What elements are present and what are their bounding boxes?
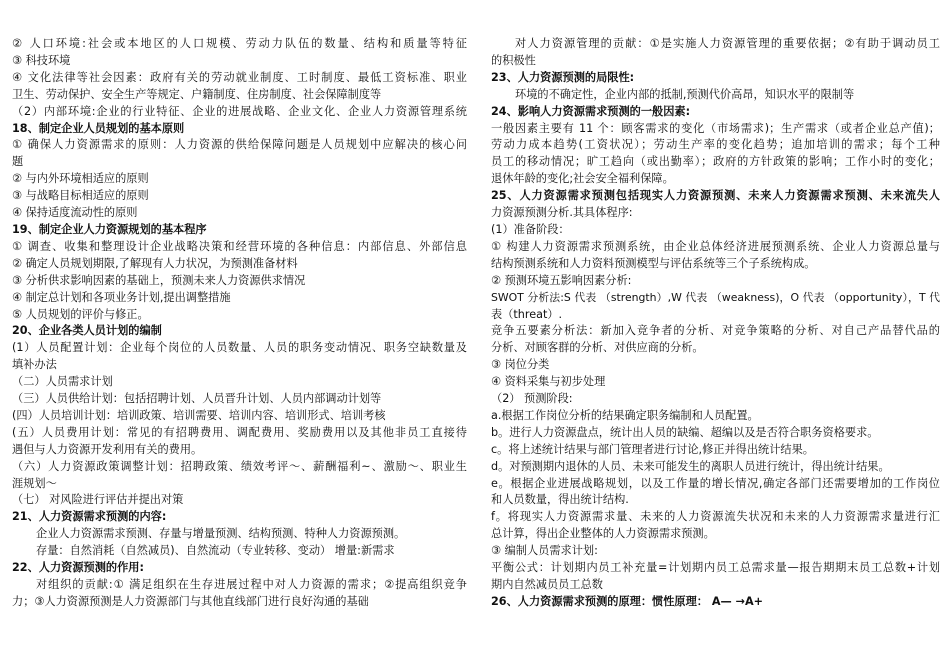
left-column	[12, 36, 477, 672]
left-column-text-line: 填补办法	[12, 358, 57, 372]
right-column-text-line: 结构预测系统和人力资料预测模型与评估系统等三个子系统构成。	[491, 256, 816, 270]
right-column-text-line: d。对预测期内退休的人员、未来可能发生的离职人员进行统计，得出统计结果。	[491, 459, 890, 473]
right-column-text-line: 环境的不确定性，企业内部的抵制,预测代价高昂，知识水平的限制等	[515, 87, 855, 101]
left-column-text-line: 题	[12, 155, 24, 169]
left-column-text-line: ① 确保人力资源需求的原则：人力资源的供给保障问题是人员规划中应解决的核心问	[12, 138, 467, 152]
right-column-text-line: 一般因素主要有 11 个：顾客需求的变化（市场需求)；生产需求（或者企业总产值)；	[491, 121, 940, 135]
right-column-text-line: 退休年龄的变化;社会安全福利保障。	[491, 172, 674, 186]
left-column-text-line: 卫生、劳动保护、安全生产等规定、户籍制度、住房制度、社会保障制度等	[12, 87, 382, 101]
right-column-text-line: 对人力资源管理的贡献：①是实施人力资源管理的重要依据；②有助于调动员工	[515, 37, 940, 50]
left-column-text-line: （二）人员需求计划	[12, 375, 113, 389]
left-column-text-line: ② 人口环境:社会或本地区的人口规模、劳动力队伍的数量、结构和质量等特征	[12, 37, 467, 50]
right-column-text-line: 力资源预测分析.其具体程序:	[491, 206, 633, 220]
right-column-text-line: 竞争五要素分析法：新加入竞争者的分析、对竞争策略的分析、对自己产品替代品的	[491, 324, 940, 338]
right-column-text-line: e。根据企业进展战略规划，以及工作量的增长情况,确定各部门还需要增加的工作岗位	[491, 476, 940, 490]
right-column-text-line: c。将上述统计结果与部门管理者进行讨论,修正并得出统计结果。	[491, 442, 814, 456]
right-column-text-line: ② 预测环境五影响因素分析:	[491, 273, 632, 287]
left-column-text-line: 18、制定企业人员规划的基本原则	[12, 121, 185, 135]
right-column-text-line: SWOT 分析法:S 代表 （strength）,W 代表 （weakness)，O 代表 （opportunity），T 代	[491, 290, 940, 304]
right-column-text-line: 和人员数量，得出统计结构.	[491, 493, 629, 507]
right-column-text-line: 表（threat）.	[491, 307, 563, 321]
right-column-text-line: 的积极性	[491, 53, 536, 67]
left-column-text-line: 22、人力资源预测的作用:	[12, 561, 144, 575]
left-column-text-line: ④ 保持适度流动性的原则	[12, 206, 138, 220]
left-column-text-line: (1）人员配置计划：企业每个岗位的人员数量、人员的职务变动情况、职务空缺数量及	[12, 341, 467, 355]
left-column-text-line: ② 与内外环境相适应的原则	[12, 172, 149, 186]
right-column-text-line: 分析、对顾客群的分析、对供应商的分析。	[491, 341, 704, 355]
right-column-text-line: 24、影响人力资源需求预测的一般因素:	[491, 104, 691, 118]
left-column-text-line: 力；③人力资源预测是人力资源部门与其他直线部门进行良好沟通的基础	[12, 594, 369, 608]
left-column-text-line: ④ 制定总计划和各项业务计划,提出调整措施	[12, 290, 231, 304]
right-column-text-line: （2） 预测阶段:	[491, 392, 573, 406]
right-column-text-line: 期内自然减员员工总数	[491, 578, 603, 591]
right-column-text-line: 员工的移动情况；旷工趋向（或出勤率）；政府的方针政策的影响；工作小时的变化；	[491, 155, 940, 169]
right-column-text-line: 平衡公式：计划期内员工补充量=计划期内员工总需求量—报告期期末员工总数+计划	[491, 561, 940, 575]
left-column-text-line: ② 确定人员规划期限,了解现有人力状况，为预测准备材料	[12, 256, 298, 270]
left-column-text-line: ③ 科技环境	[12, 53, 71, 67]
left-column-text-line: (四）人员培训计划：培训政策、培训需要、培训内容、培训形式、培训考核	[12, 408, 386, 422]
left-column-text-line: ④ 文化法律等社会因素：政府有关的劳动就业制度、工时制度、最低工资标准、职业	[12, 70, 467, 84]
left-column-text-line: 对组织的贡献:① 满足组织在生存进展过程中对人力资源的需求；②提高组织竞争	[36, 578, 467, 591]
right-column-text-line: 25、人力资源需求预测包括现实人力资源预测、未来人力资源需求预测、未来流失人	[491, 189, 940, 203]
left-column-text-line: 21、人力资源需求预测的内容:	[12, 510, 167, 524]
left-column-text-line: ③ 分析供求影响因素的基础上，预测未来人力资源供求情况	[12, 273, 306, 287]
left-column-text-line: 19、制定企业人力资源规划的基本程序	[12, 222, 207, 236]
left-column-text-line: ① 调查、收集和整理设计企业战略决策和经营环境的各种信息：内部信息、外部信息	[12, 239, 467, 253]
left-column-text-line: ③ 与战略目标相适应的原则	[12, 189, 149, 203]
right-column-text-line: 总计算，得出企业整体的人力资源需求预测。	[491, 527, 715, 541]
left-column-text-line: 企业人力资源需求预测、存量与增量预测、结构预测、特种人力资源预测。	[36, 527, 406, 541]
left-column-text-line: （六）人力资源政策调整计划：招聘政策、绩效考评～、薪酬福利~、激励～、职业生	[12, 459, 467, 473]
right-column-text-line: 26、人力资源需求预测的原理：惯性原理： A— →A+	[491, 594, 763, 608]
right-column-text-line: ③ 岗位分类	[491, 358, 550, 372]
left-column-text-line: 20、企业各类人员计划的编制	[12, 324, 162, 338]
left-column-text-line: （七） 对风险进行评估并提出对策	[12, 493, 184, 507]
left-column-text-line: (五）人员费用计划：常见的有招聘费用、调配费用、奖励费用以及其他非员工直接待	[12, 425, 467, 439]
left-column-text-line: 遇但与人力资源开发利用有关的费用。	[12, 442, 203, 456]
left-column-text-line: 存量：自然消耗（自然减员)、自然流动（专业转移、变动） 增量:新需求	[36, 544, 395, 558]
right-column-text-line: ④ 资料采集与初步处理	[491, 375, 606, 389]
right-column-text-line: b。进行人力资源盘点，统计出人员的缺编、超编以及是否符合职务资格要求。	[491, 425, 879, 439]
left-column-text-line: 涯规划～	[12, 476, 57, 490]
right-column-text-line: 23、人力资源预测的局限性:	[491, 70, 635, 84]
right-column-text-line: ③ 编制人员需求计划:	[491, 544, 598, 558]
right-column-text-line: (1）准备阶段：	[491, 222, 570, 236]
right-column-text-line: a.根据工作岗位分析的结果确定职务编制和人员配置。	[491, 408, 759, 422]
right-column	[477, 36, 940, 672]
left-column-text-line: ⑤ 人员规划的评价与修正。	[12, 307, 149, 321]
left-column-text-line: （三）人员供给计划：包括招聘计划、人员晋升计划、人员内部调动计划等	[12, 392, 382, 406]
right-column-text-line: 劳动力成本趋势(工资状况）；劳动生产率的变化趋势；追加培训的需求；每个工种	[491, 138, 940, 152]
right-column-text-line: f。将现实人力资源需求量、未来的人力资源流失状况和未来的人力资源需求量进行汇	[491, 510, 940, 524]
right-column-text-line: ① 构建人力资源需求预测系统，由企业总体经济进展预测系统、企业人力资源总量与	[491, 239, 940, 253]
left-column-text-line: （2）内部环境:企业的行业特征、企业的进展战略、企业文化、企业人力资源管理系统	[12, 104, 467, 118]
